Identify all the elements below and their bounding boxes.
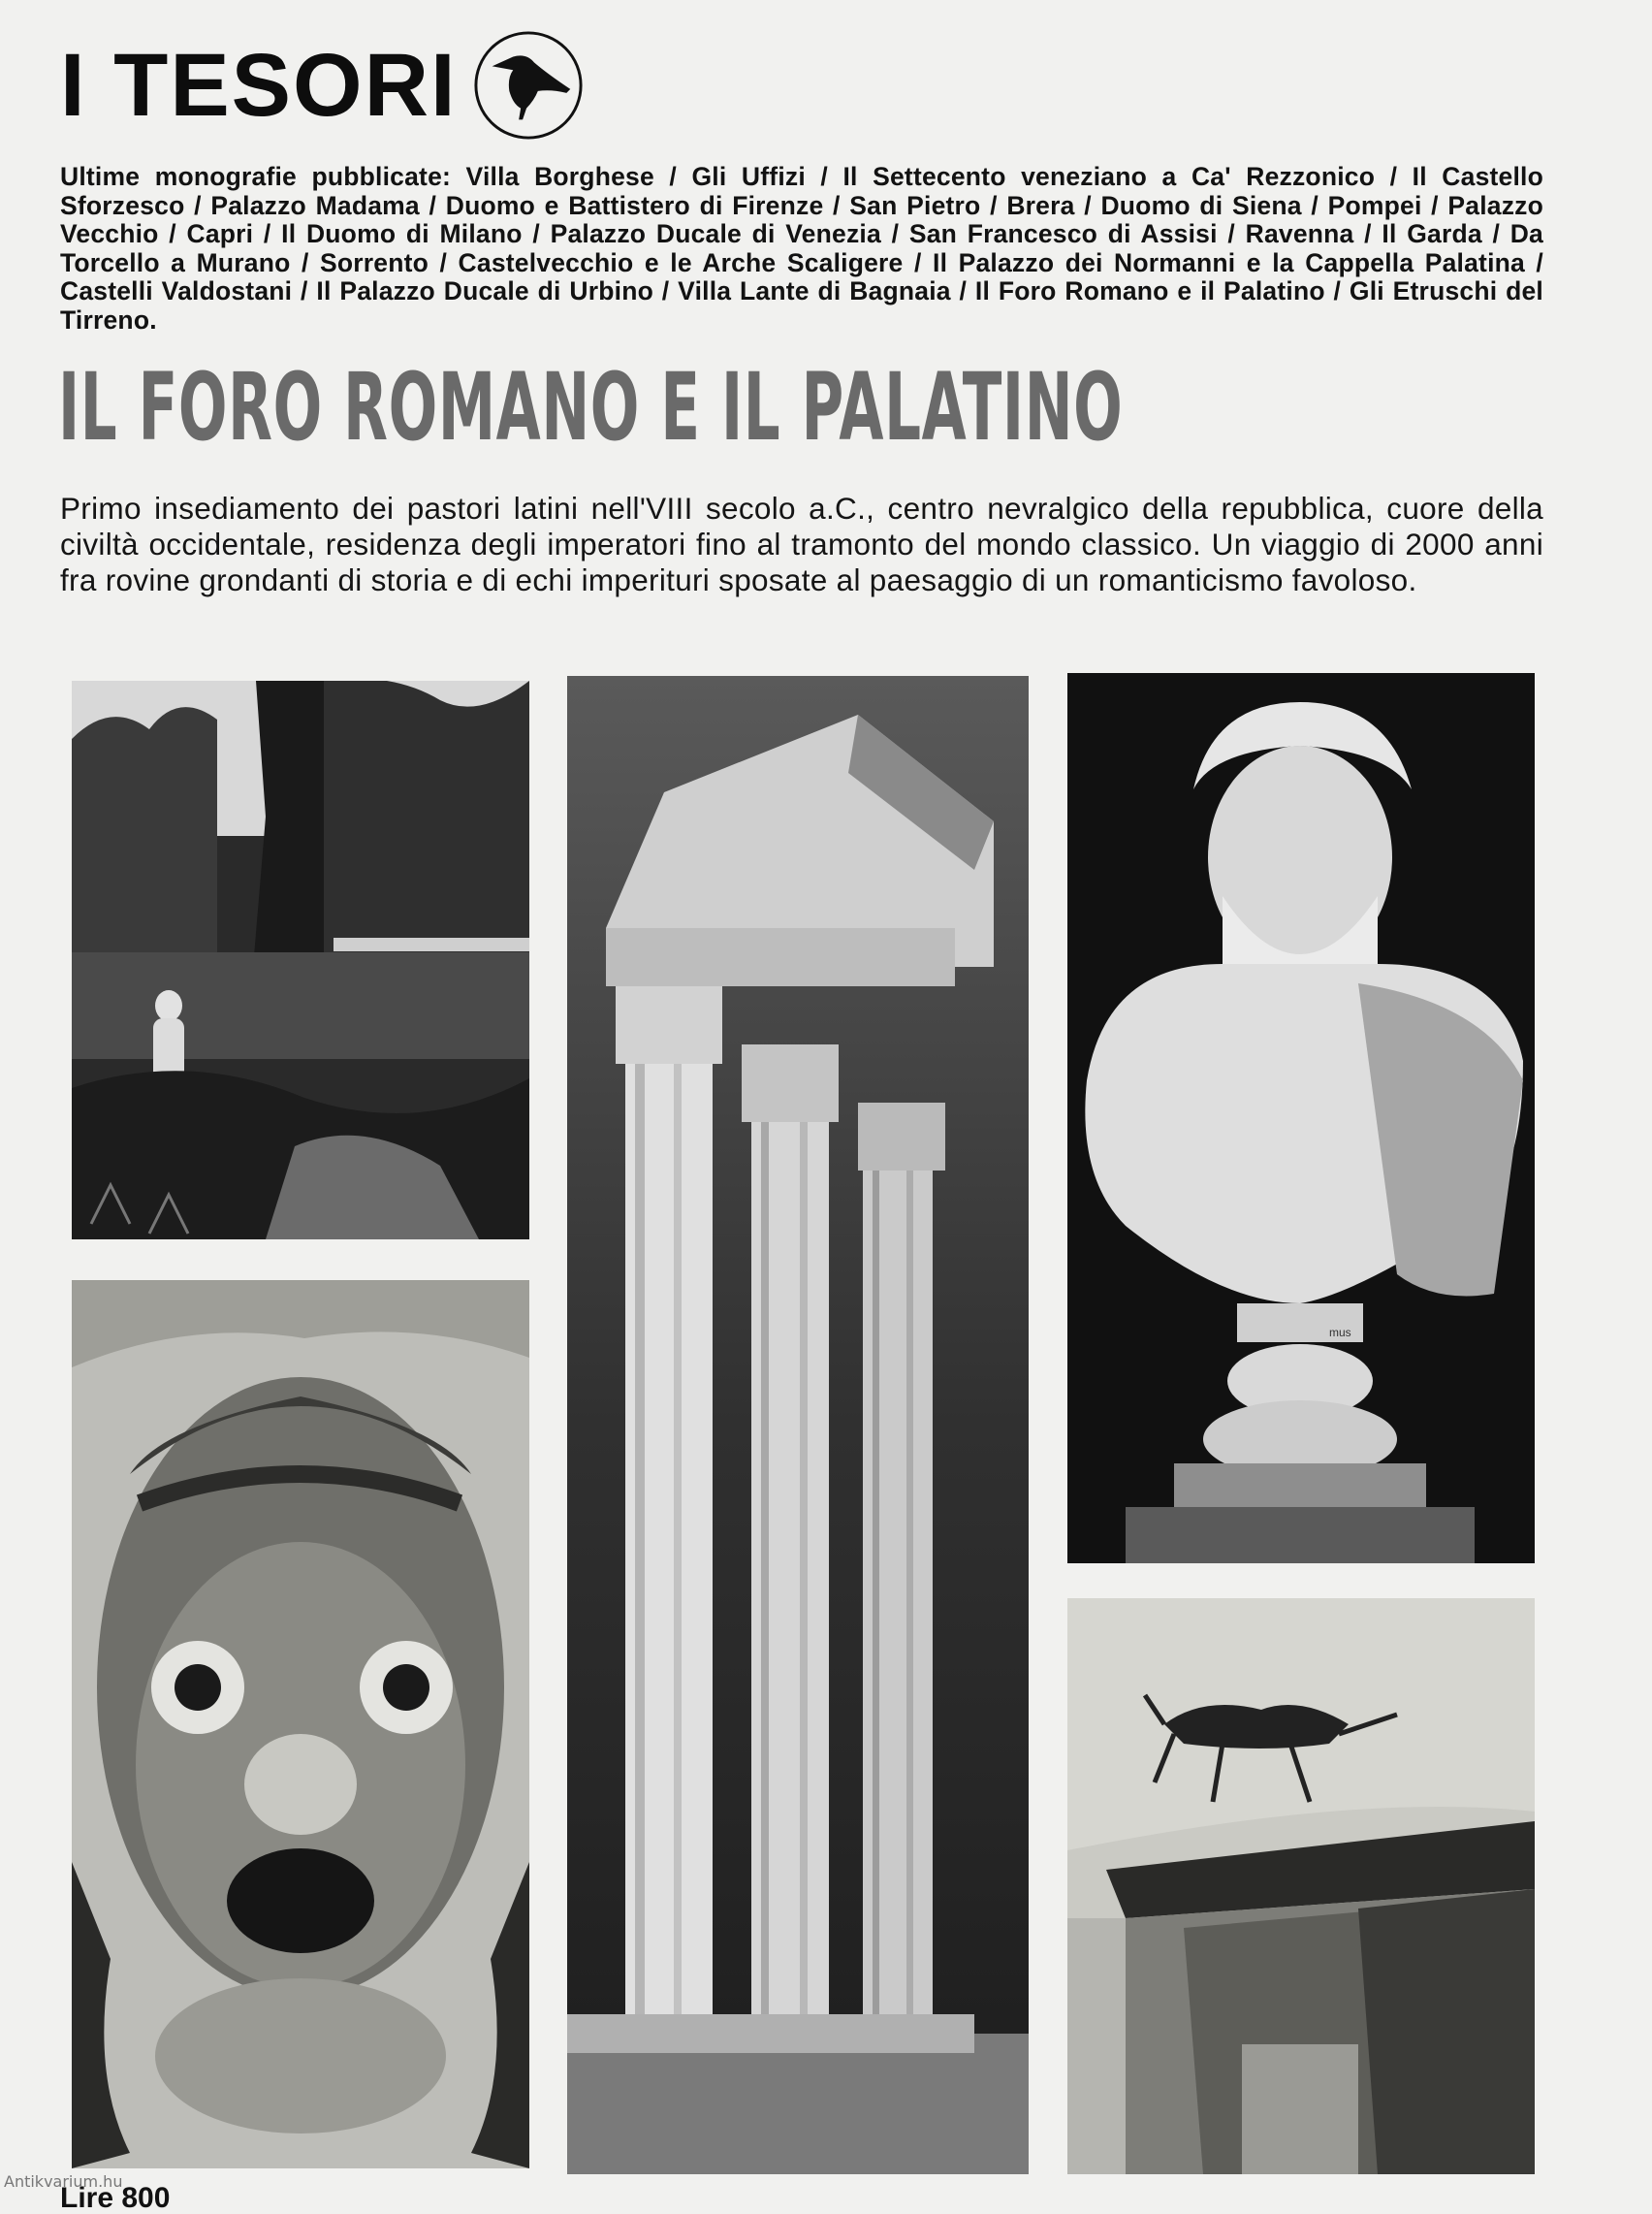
bird-icon [471, 28, 586, 143]
masthead-title: I TESORI [60, 36, 458, 135]
fresco-insect-photo [1067, 1598, 1535, 2174]
intro-paragraph: Primo insediamento dei pastori latini nell'VIII secolo a.C., centro nevralgico della repubblica, cuore della civiltà occidentale, residenza degli imperatori fino al tramonto del mondo classico. Un viaggio di 2000 anni fra rovine grondanti di storia e di echi imperituri sposate al paesaggio di un romanticismo favoloso. [60, 491, 1543, 597]
marble-bust-photo [1067, 673, 1535, 1563]
theatre-mask-fresco-photo [72, 1280, 529, 2168]
price-label: Lire 800 [60, 2182, 171, 2214]
masthead [60, 27, 586, 144]
watermark: Antikvarium.hu [4, 2172, 123, 2191]
temple-columns-photo [567, 676, 1029, 2174]
garden-statue-photo [72, 681, 529, 1239]
page-title: IL FORO ROMANO E IL PALATINO [58, 353, 1124, 462]
published-monographs-list: Ultime monografie pubblicate: Villa Borghese / Gli Uffizi / Il Settecento veneziano a Ca' Rezzonico / Il Castello Sforzesco / Palazzo Madama / Duomo e Battistero di Firenze / San Pietro / Brera / Duomo di Siena / Pompei / Palazzo Vecchio / Capri / Il Duomo di Milano / Palazzo Ducale di Venezia / San Francesco di Assisi / Ravenna / Il Garda / Da Torcello a Murano / Sorrento / Castelvecchio e le Arche Scaligere / Il Palazzo dei Normanni e la Cappella Palatina / Castelli Valdostani / Il Palazzo Ducale di Urbino / Villa Lante di Bagnaia / Il Foro Romano e il Palatino / Gli Etruschi del Tirreno. [60, 162, 1543, 335]
bust-stamp: mus [1329, 1326, 1351, 1339]
